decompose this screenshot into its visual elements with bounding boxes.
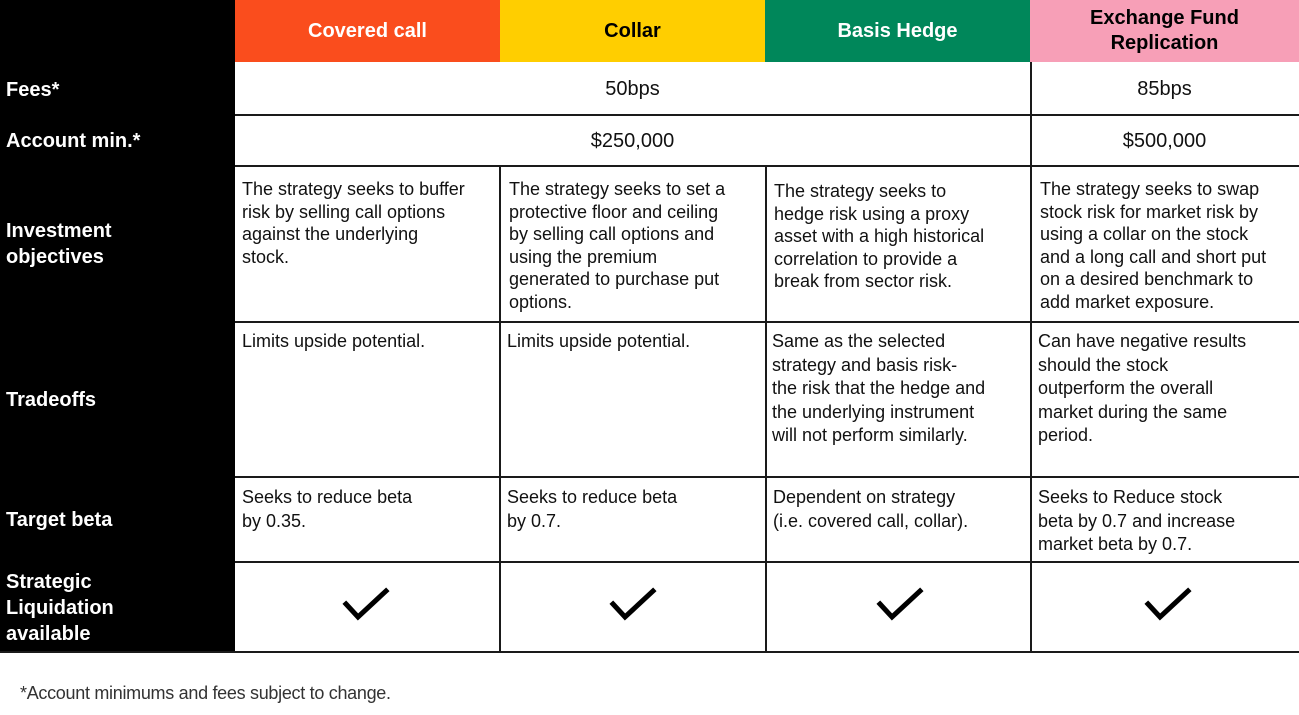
tradeoff-collar: Limits upside potential.	[507, 331, 691, 351]
row-label-strategic-liquidation: Strategic Liquidation available	[6, 571, 114, 645]
target-beta-collar: Seeks to reduce beta by 0.7.	[507, 487, 678, 531]
grid-line	[499, 166, 501, 652]
target-beta-basis-hedge: Dependent on strategy (i.e. covered call, collar).	[773, 487, 969, 531]
tradeoff-exchange-fund: Can have negative results should the stock outperform the overall market during the same period.	[1038, 331, 1247, 445]
account-min-standard-value: $250,000	[590, 129, 675, 152]
objective-covered-call: The strategy seeks to buffer risk by selling call options against the underlying stock.	[242, 179, 465, 267]
row-label-fees: Fees*	[6, 79, 60, 101]
target-beta-covered-call: Seeks to reduce beta by 0.35.	[242, 487, 413, 531]
grid-line	[765, 166, 767, 652]
tradeoff-covered-call: Limits upside potential.	[242, 331, 426, 351]
row-label-investment-objectives: Investment objectives	[6, 220, 112, 268]
footnote: *Account minimums and fees subject to change.	[20, 683, 391, 703]
check-icon	[876, 586, 924, 626]
objective-collar: The strategy seeks to set a protective floor and ceiling by selling call options and using the premium generated to purchase put options.	[509, 179, 726, 312]
grid-line	[235, 321, 1299, 323]
grid-line	[235, 476, 1299, 478]
grid-line	[235, 114, 1299, 116]
check-icon	[342, 586, 390, 626]
fees-exchange-fund-value: 85bps	[1137, 77, 1192, 100]
objective-basis-hedge: The strategy seeks to hedge risk using a proxy asset with a high historical correlation to provide a break from sector risk.	[774, 181, 985, 291]
header-basis-hedge: Basis Hedge	[765, 0, 1030, 62]
header-collar: Collar	[500, 0, 765, 62]
fees-standard-value: 50bps	[605, 77, 660, 100]
grid-line	[0, 651, 1299, 653]
account-min-exchange-fund-value: $500,000	[1122, 129, 1207, 152]
row-label-tradeoffs: Tradeoffs	[6, 389, 97, 411]
header-exchange-fund-replication: Exchange Fund Replication	[1030, 0, 1299, 62]
check-icon	[1144, 586, 1192, 626]
check-icon	[609, 586, 657, 626]
target-beta-exchange-fund: Seeks to Reduce stock beta by 0.7 and increase market beta by 0.7.	[1038, 487, 1236, 554]
objective-exchange-fund: The strategy seeks to swap stock risk for market risk by using a collar on the stock and a long call and short put on a desired benchmark to add market exposure.	[1040, 179, 1267, 312]
grid-line	[1030, 62, 1032, 652]
grid-line	[235, 561, 1299, 563]
grid-line	[235, 165, 1299, 167]
header-covered-call: Covered call	[235, 0, 500, 62]
tradeoff-basis-hedge: Same as the selected strategy and basis risk- the risk that the hedge and the underlying instrument will not perform similarly.	[772, 331, 986, 445]
row-label-account-min: Account min.*	[6, 130, 141, 152]
row-label-target-beta: Target beta	[6, 509, 113, 531]
